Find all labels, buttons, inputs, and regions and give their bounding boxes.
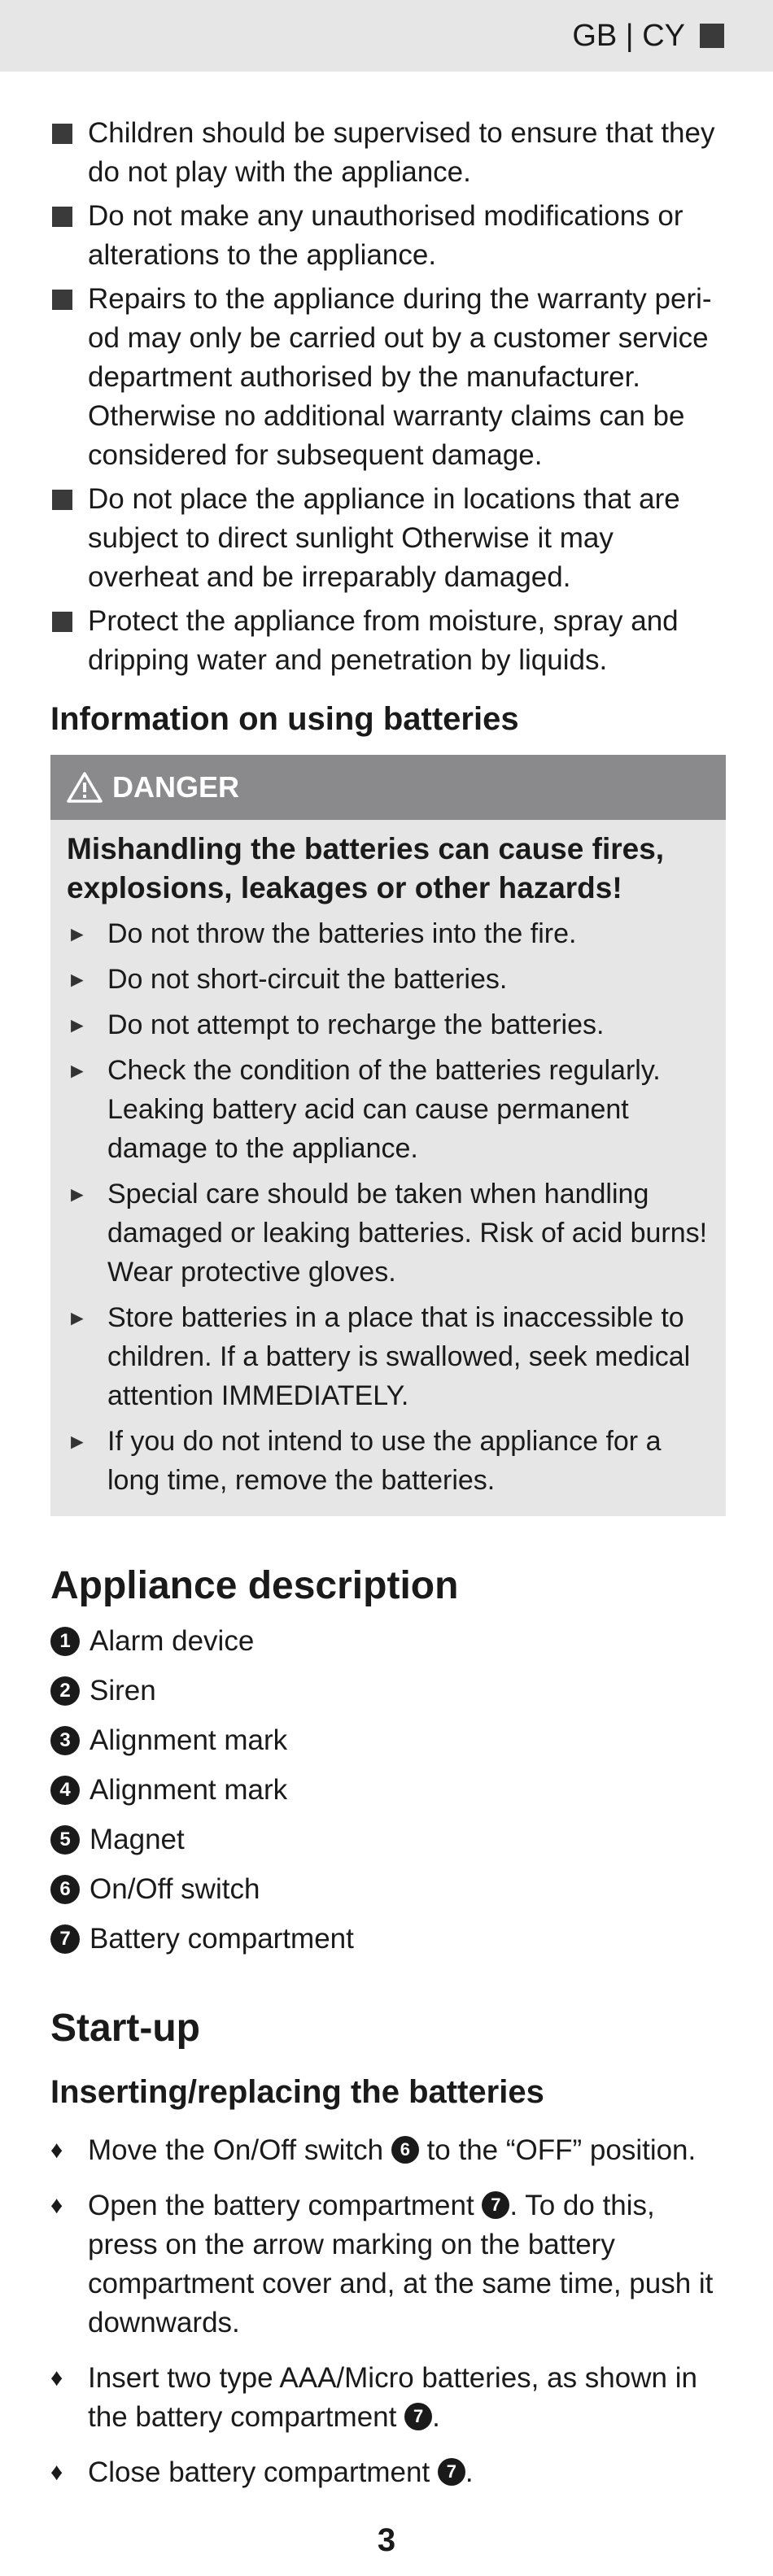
appliance-parts-list <box>50 1622 726 1959</box>
battery-warning-item: ► If you do not intend to use the appliance for a long time, remove the batteries. <box>67 1422 713 1500</box>
page-header <box>0 0 773 72</box>
battery-warning-item: ► Do not attempt to recharge the batteries. <box>67 1005 713 1044</box>
language-indicator <box>572 16 724 55</box>
header-square-icon <box>700 24 724 48</box>
battery-warning-item: ► Store batteries in a place that is inaccessible to children. If a battery is swallowed, seek medical attention IMMEDIATELY. <box>67 1298 713 1415</box>
part-item: 4 Alignment mark <box>50 1771 726 1810</box>
number-badge-icon: 1 <box>50 1627 80 1656</box>
number-badge-icon: 7 <box>438 2458 465 2486</box>
number-badge-icon: 5 <box>50 1825 80 1855</box>
number-badge-icon: 7 <box>50 1924 80 1954</box>
part-item: 3 Alignment mark <box>50 1721 726 1760</box>
square-bullet-icon <box>52 490 72 510</box>
danger-header <box>50 755 726 820</box>
number-badge-icon: 4 <box>50 1776 80 1805</box>
startup-step: ♦ Move the On/Off switch 6 to the “OFF” position. <box>50 2131 726 2170</box>
page-content <box>50 114 726 2508</box>
startup-step: ♦ Insert two type AAA/Micro batteries, as shown in the battery compartment 7 . <box>50 2359 726 2437</box>
battery-warning-item: ► Check the condition of the batteries regularly. Leaking battery acid can cause permanent damage to the appliance. <box>67 1051 713 1168</box>
arrow-bullet-icon: ► <box>67 1013 88 1037</box>
part-item: 5 Magnet <box>50 1820 726 1859</box>
diamond-bullet-icon: ♦ <box>50 2365 63 2391</box>
arrow-bullet-icon: ► <box>67 967 88 992</box>
safety-item: Repairs to the appliance during the warranty peri-od may only be carried out by a customer service department authorised by the manufacturer. Otherwise no additional warranty claims can be considered for subsequent damage. <box>50 280 726 475</box>
part-item: 2 Siren <box>50 1672 726 1711</box>
part-item: 6 On/Off switch <box>50 1870 726 1909</box>
danger-intro: Mishandling the batteries can cause fires, explosions, leakages or other hazards! <box>67 832 665 904</box>
language-label: GB | CY <box>572 19 685 53</box>
safety-item: Children should be supervised to ensure that they do not play with the appliance. <box>50 114 726 192</box>
square-bullet-icon <box>52 612 72 632</box>
startup-step: ♦ Open the battery compartment 7 . To do this, press on the arrow marking on the battery compartment cover and, at the same time, push it downwards. <box>50 2186 726 2343</box>
danger-box <box>50 755 726 1516</box>
battery-warning-item: ► Do not throw the batteries into the fire. <box>67 914 713 953</box>
danger-label: DANGER <box>112 770 240 804</box>
inserting-batteries-title: Inserting/replacing the batteries <box>50 2074 544 2110</box>
diamond-bullet-icon: ♦ <box>50 2137 63 2164</box>
square-bullet-icon <box>52 290 72 310</box>
number-badge-icon: 7 <box>482 2191 509 2219</box>
arrow-bullet-icon: ► <box>67 1058 88 1083</box>
safety-item: Do not make any unauthorised modifications or alterations to the appliance. <box>50 197 726 275</box>
battery-warning-item: ► Special care should be taken when handling damaged or leaking batteries. Risk of acid burns! Wear protective gloves. <box>67 1175 713 1292</box>
batteries-section-title: Information on using batteries <box>50 701 519 737</box>
part-item: 1 Alarm device <box>50 1622 726 1661</box>
number-badge-icon: 7 <box>404 2403 432 2430</box>
startup-step: ♦ Close battery compartment 7 . <box>50 2453 726 2492</box>
danger-body <box>50 820 726 1500</box>
number-badge-icon: 6 <box>391 2136 419 2164</box>
square-bullet-icon <box>52 207 72 227</box>
appliance-description-title: Appliance description <box>50 1564 459 1607</box>
diamond-bullet-icon: ♦ <box>50 2192 63 2219</box>
startup-title: Start-up <box>50 2007 200 2050</box>
number-badge-icon: 3 <box>50 1726 80 1755</box>
number-badge-icon: 2 <box>50 1676 80 1706</box>
safety-item: Do not place the appliance in locations that are subject to direct sunlight Otherwise it may overheat and be irreparably damaged. <box>50 480 726 597</box>
diamond-bullet-icon: ♦ <box>50 2459 63 2486</box>
number-badge-icon: 6 <box>50 1875 80 1904</box>
arrow-bullet-icon: ► <box>67 922 88 946</box>
safety-list <box>50 114 726 680</box>
arrow-bullet-icon: ► <box>67 1305 88 1330</box>
page-number: 3 <box>377 2522 396 2558</box>
battery-warning-item: ► Do not short-circuit the batteries. <box>67 960 713 999</box>
square-bullet-icon <box>52 124 72 144</box>
arrow-bullet-icon: ► <box>67 1182 88 1206</box>
arrow-bullet-icon: ► <box>67 1429 88 1454</box>
safety-item: Protect the appliance from moisture, spray and dripping water and penetration by liquids. <box>50 602 726 680</box>
warning-triangle-icon <box>67 771 103 804</box>
part-item: 7 Battery compartment <box>50 1920 726 1959</box>
